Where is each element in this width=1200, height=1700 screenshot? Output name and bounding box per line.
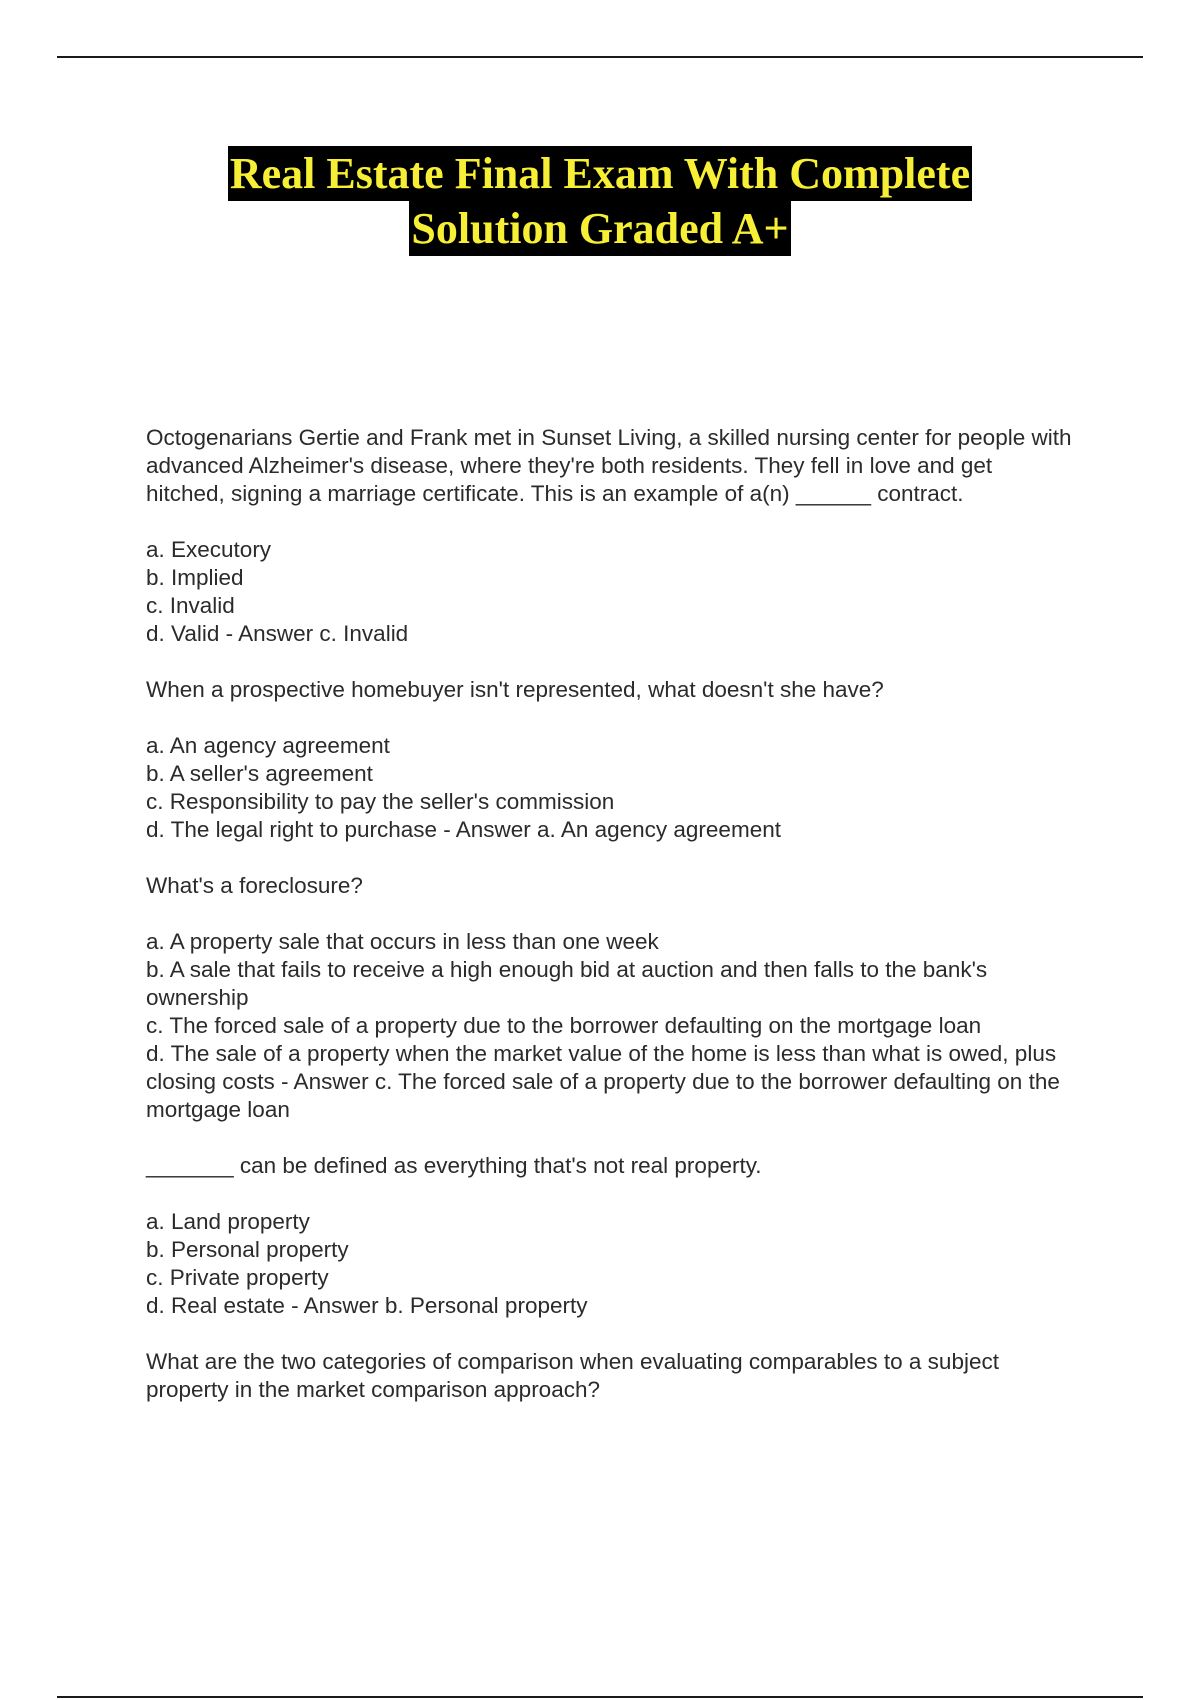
answer-options: [146, 928, 1076, 1124]
answer-option: b. A seller's agreement: [146, 761, 373, 786]
answer-option: d. The legal right to purchase - Answer a. An agency agreement: [146, 817, 781, 842]
question-block: [146, 1348, 1076, 1404]
answer-option: c. Responsibility to pay the seller's commission: [146, 789, 615, 814]
answer-option: d. Real estate - Answer b. Personal property: [146, 1293, 588, 1318]
answer-option: b. Implied: [146, 565, 244, 590]
question-text: _______ can be defined as everything that's not real property.: [146, 1153, 762, 1178]
answer-option: d. Valid - Answer c. Invalid: [146, 621, 409, 646]
answer-options: [146, 732, 1076, 844]
answer-option: b. A sale that fails to receive a high enough bid at auction and then falls to the bank's ownership: [146, 957, 988, 1010]
answer-option: d. The sale of a property when the market value of the home is less than what is owed, plus closing costs - Answer c. The forced sale of a property due to the borrower defaulting on the mortgage loan: [146, 1041, 1060, 1122]
answer-option: c. Private property: [146, 1265, 329, 1290]
answer-option: a. A property sale that occurs in less than one week: [146, 929, 659, 954]
question-block: [146, 676, 1076, 844]
header-rule: [57, 56, 1143, 58]
question-text: Octogenarians Gertie and Frank met in Sunset Living, a skilled nursing center for people with advanced Alzheimer's disease, where they're both residents. They fell in love and get hitched, signing a marriage certificate. This is an example of a(n) ______ contract.: [146, 425, 1072, 506]
question-text: What are the two categories of comparison when evaluating comparables to a subject property in the market comparison approach?: [146, 1349, 999, 1402]
answer-option: b. Personal property: [146, 1237, 349, 1262]
question-block: [146, 872, 1076, 1124]
answer-option: c. Invalid: [146, 593, 235, 618]
footer-rule: [57, 1696, 1143, 1698]
document-title: [0, 146, 1200, 256]
answer-option: a. Land property: [146, 1209, 310, 1234]
title-line-1: Real Estate Final Exam With Complete: [228, 146, 972, 201]
answer-option: a. An agency agreement: [146, 733, 390, 758]
answer-option: c. The forced sale of a property due to the borrower defaulting on the mortgage loan: [146, 1013, 982, 1038]
answer-option: a. Executory: [146, 537, 272, 562]
exam-content: [146, 424, 1076, 1404]
question-text: When a prospective homebuyer isn't represented, what doesn't she have?: [146, 677, 884, 702]
question-text: What's a foreclosure?: [146, 873, 363, 898]
question-block: [146, 424, 1076, 648]
title-line-2: Solution Graded A+: [409, 201, 790, 256]
question-block: [146, 1152, 1076, 1320]
answer-options: [146, 536, 1076, 648]
answer-options: [146, 1208, 1076, 1320]
